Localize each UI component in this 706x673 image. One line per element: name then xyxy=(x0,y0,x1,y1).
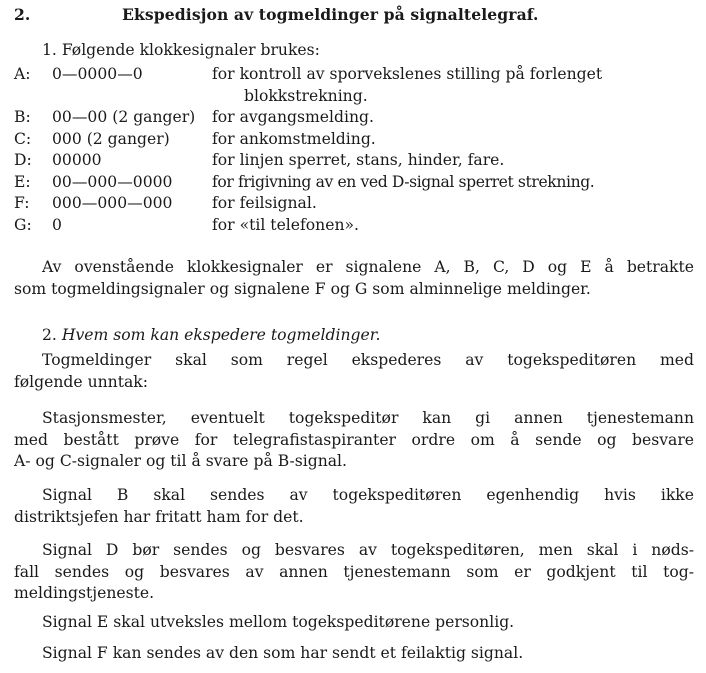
signal-description: for avgangsmelding. xyxy=(212,108,374,126)
paragraph-line: Signal D bør sendes og besvares av togekspeditøren, men skal i nøds- xyxy=(42,541,694,559)
page-header xyxy=(14,4,694,26)
signal-row-b xyxy=(14,107,704,129)
paragraph-line: Signal F kan sendes av den som har sendt et feilaktig signal. xyxy=(42,644,524,662)
signal-row-g xyxy=(14,215,704,237)
signal-description: for ankomstmelding. xyxy=(212,129,376,148)
page-number: 2. xyxy=(14,5,31,24)
paragraph-line: følgende unntak: xyxy=(14,372,148,391)
page-title: Ekspedisjon av togmeldinger på signaltelegraf. xyxy=(122,5,539,24)
signal-code: D: xyxy=(14,151,32,169)
section-2-title: Hvem som kan ekspedere togmeldinger. xyxy=(61,326,381,344)
signal-code: F: xyxy=(14,194,30,212)
signal-pattern: 00000 xyxy=(52,151,102,169)
signal-description: for «til telefonen». xyxy=(212,215,359,234)
paragraph-line: meldingstjeneste. xyxy=(14,584,155,602)
paragraph-line: Togmeldinger skal som regel ekspederes av togekspeditøren med xyxy=(42,351,694,369)
paragraph-line: A- og C-signaler og til å svare på B-signal. xyxy=(14,452,347,470)
paragraph-line: distriktsjefen har fritatt ham for det. xyxy=(14,507,304,526)
section-1-heading: 1. Følgende klokkesignaler brukes: xyxy=(42,41,320,59)
signal-row-d xyxy=(14,150,704,172)
paragraph-line: Signal E skal utveksles mellom togekspeditørene personlig. xyxy=(42,613,515,631)
paragraph-signal-b xyxy=(14,485,694,528)
paragraph-signal-e xyxy=(14,612,694,634)
signal-description: for feilsignal. xyxy=(212,194,317,212)
signal-pattern: 000—000—000 xyxy=(52,194,173,212)
section-2-number: 2. xyxy=(42,326,57,344)
signal-table xyxy=(14,64,704,236)
signal-description: for linjen sperret, stans, hinder, fare. xyxy=(212,151,505,169)
paragraph-line: Stasjonsmester, eventuelt togekspeditør kan gi annen tjenestemann xyxy=(42,409,694,427)
signal-pattern: 000 (2 ganger) xyxy=(52,129,170,148)
signal-row-f xyxy=(14,193,704,215)
paragraph-line: som togmeldingsignaler og signalene F og G som alminnelige meldinger. xyxy=(14,279,591,298)
paragraph-unntak xyxy=(14,350,694,393)
signal-code: A: xyxy=(14,65,31,83)
signal-code: B: xyxy=(14,108,31,126)
signal-pattern: 00—000—0000 xyxy=(52,172,173,191)
signal-description-continuation: blokkstrekning. xyxy=(244,86,368,105)
paragraph-line: Signal B skal sendes av togekspeditøren egenhendig hvis ikke xyxy=(42,486,694,504)
signal-code: C: xyxy=(14,129,32,148)
paragraph-line: Av ovenstående klokkesignaler er signalene A, B, C, D og E å betrakte xyxy=(42,258,694,276)
paragraph-signal-d xyxy=(14,540,694,605)
signal-code: E: xyxy=(14,172,31,191)
signal-description: for frigivning av en ved D-signal sperret strekning. xyxy=(212,172,595,191)
paragraph-signal-f xyxy=(14,643,694,665)
signal-pattern: 00—00 (2 ganger) xyxy=(52,108,196,126)
signal-row-a-continuation xyxy=(14,86,704,108)
signal-row-e xyxy=(14,172,704,194)
signal-description: for kontroll av sporvekslenes stilling på forlenget xyxy=(212,65,603,83)
paragraph-stasjonsmester xyxy=(14,408,694,473)
summary-paragraph xyxy=(14,257,694,300)
signal-pattern: 0—0000—0 xyxy=(52,65,143,83)
paragraph-line: med bestått prøve for telegrafistaspiranter ordre om å sende og besvare xyxy=(14,430,694,449)
signal-row-a xyxy=(14,64,704,86)
signal-row-c xyxy=(14,129,704,151)
paragraph-line: fall sendes og besvares av annen tjenestemann som er godkjent til tog- xyxy=(14,562,694,581)
signal-code: G: xyxy=(14,215,32,234)
section-2-heading xyxy=(42,325,380,347)
signal-pattern: 0 xyxy=(52,215,62,234)
